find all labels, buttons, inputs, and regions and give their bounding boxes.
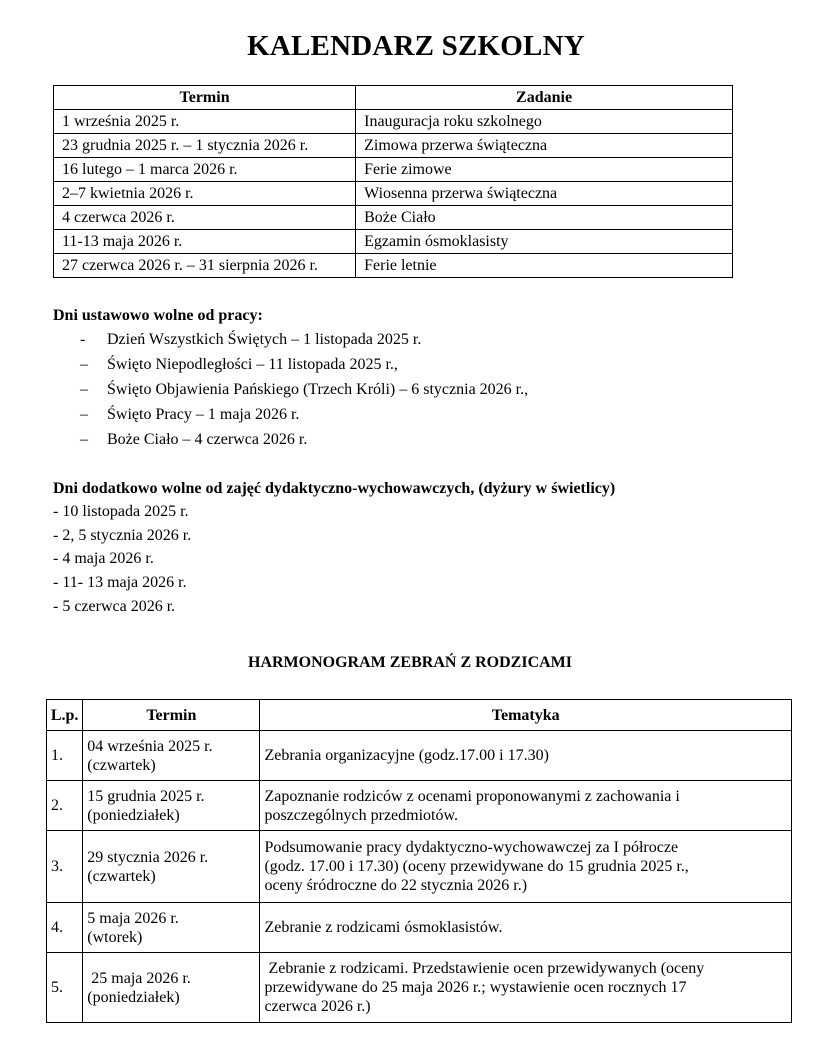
topic-cell — [260, 953, 792, 1023]
topic-cell — [260, 781, 792, 831]
meeting-date: 15 grudnia 2025 r. — [87, 787, 205, 805]
table-header-row — [47, 700, 792, 731]
table-row — [54, 110, 733, 134]
term-cell: 1 września 2025 r. — [54, 110, 356, 134]
table-row — [47, 731, 792, 781]
holiday-text: Boże Ciało – 4 czerwca 2026 r. — [107, 431, 308, 448]
school-calendar-table — [53, 85, 733, 278]
topic-line: oceny śródroczne do 22 stycznia 2026 r.) — [264, 877, 528, 894]
number-cell: 1. — [47, 731, 83, 781]
term-cell: 4 czerwca 2026 r. — [54, 206, 356, 230]
number-cell: 3. — [47, 831, 83, 903]
list-item — [80, 356, 398, 374]
list-dash: – — [80, 356, 88, 373]
table-row — [54, 254, 733, 278]
topic-line: Podsumowanie pracy dydaktyczno-wychowawczej za I półrocze — [264, 839, 679, 856]
number-cell: 4. — [47, 903, 83, 953]
task-cell: Zimowa przerwa świąteczna — [356, 134, 733, 158]
topic-line: Zebranie z rodzicami. Przedstawienie ocen przewidywanych (oceny — [264, 960, 705, 977]
meeting-date-text: 25 maja 2026 r. — [91, 969, 191, 987]
meeting-date: 5 maja 2026 r. — [87, 909, 179, 927]
table-row — [54, 230, 733, 254]
topic-line: Zapoznanie rodziców z ocenami proponowanymi z zachowania i — [264, 787, 680, 805]
meeting-weekday: (czwartek) — [87, 756, 156, 774]
list-item: - 5 czerwca 2026 r. — [53, 598, 176, 615]
table-row — [47, 903, 792, 953]
extra-days-heading: Dni dodatkowo wolne od zajęć dydaktyczno-wychowawczych, (dyżury w świetlicy) — [53, 480, 616, 497]
list-item — [80, 406, 299, 424]
meeting-weekday: (czwartek) — [87, 867, 156, 885]
date-cell — [83, 953, 260, 1023]
holiday-text: Święto Niepodległości – 11 listopada 2025 r., — [107, 356, 398, 373]
task-cell: Ferie zimowe — [356, 158, 733, 182]
list-item — [80, 331, 421, 349]
meetings-title: HARMONOGRAM ZEBRAŃ Z RODZICAMI — [248, 654, 572, 671]
table-row — [54, 206, 733, 230]
list-item: - 11- 13 maja 2026 r. — [53, 574, 187, 591]
number-cell: 2. — [47, 781, 83, 831]
column-header-task: Zadanie — [356, 86, 733, 110]
column-header-term: Termin — [54, 86, 356, 110]
list-dash: – — [80, 406, 88, 423]
date-cell — [83, 831, 260, 903]
task-cell: Ferie letnie — [356, 254, 733, 278]
date-cell — [83, 731, 260, 781]
table-header-row — [54, 86, 733, 110]
task-cell: Boże Ciało — [356, 206, 733, 230]
list-item: - 2, 5 stycznia 2026 r. — [53, 527, 192, 544]
list-item — [80, 381, 528, 399]
table-row — [54, 158, 733, 182]
term-cell: 2–7 kwietnia 2026 r. — [54, 182, 356, 206]
meeting-date: 04 września 2025 r. — [87, 737, 213, 755]
column-header-term: Termin — [83, 700, 260, 731]
column-header-topic: Tematyka — [260, 700, 792, 731]
holiday-text: Święto Pracy – 1 maja 2026 r. — [107, 406, 300, 423]
holiday-text: Dzień Wszystkich Świętych – 1 listopada 2025 r. — [107, 331, 422, 348]
table-row — [54, 182, 733, 206]
topic-cell — [260, 903, 792, 953]
term-cell: 11-13 maja 2026 r. — [54, 230, 356, 254]
topic-line: Zebrania organizacyjne (godz.17.00 i 17.30) — [264, 747, 549, 764]
list-dash: - — [80, 331, 86, 348]
holidays-heading: Dni ustawowo wolne od pracy: — [53, 307, 263, 324]
parent-meetings-table — [46, 699, 792, 1023]
table-row — [47, 831, 792, 903]
meeting-weekday: (poniedziałek) — [87, 988, 180, 1006]
topic-cell — [260, 731, 792, 781]
meeting-weekday: (poniedziałek) — [87, 806, 180, 824]
list-dash: – — [80, 431, 88, 448]
term-cell: 16 lutego – 1 marca 2026 r. — [54, 158, 356, 182]
task-cell: Wiosenna przerwa świąteczna — [356, 182, 733, 206]
meeting-weekday: (wtorek) — [87, 928, 143, 946]
date-cell — [83, 903, 260, 953]
term-cell: 23 grudnia 2025 r. – 1 stycznia 2026 r. — [54, 134, 356, 158]
topic-line: przewidywane do 25 maja 2026 r.; wystawienie ocen rocznych 17 — [264, 979, 687, 996]
holiday-text: Święto Objawienia Pańskiego (Trzech Króli) – 6 stycznia 2026 r., — [107, 381, 529, 398]
date-cell — [83, 781, 260, 831]
meeting-date: 29 stycznia 2026 r. — [87, 848, 209, 866]
column-header-number: L.p. — [47, 700, 83, 731]
topic-line: poszczególnych przedmiotów. — [264, 806, 458, 824]
list-dash: – — [80, 381, 88, 398]
table-row — [54, 134, 733, 158]
topic-line: czerwca 2026 r.) — [264, 998, 371, 1015]
table-row — [47, 953, 792, 1023]
meeting-date — [87, 969, 255, 988]
number-cell: 5. — [47, 953, 83, 1023]
task-cell: Egzamin ósmoklasisty — [356, 230, 733, 254]
topic-cell — [260, 831, 792, 903]
topic-line: Zebranie z rodzicami ósmoklasistów. — [264, 919, 503, 936]
document-title: KALENDARZ SZKOLNY — [247, 30, 585, 62]
topic-line: (godz. 17.00 i 17.30) (oceny przewidywane do 15 grudnia 2025 r., — [264, 858, 689, 875]
list-item — [80, 431, 307, 449]
term-cell: 27 czerwca 2026 r. – 31 sierpnia 2026 r. — [54, 254, 356, 278]
task-cell: Inauguracja roku szkolnego — [356, 110, 733, 134]
table-row — [47, 781, 792, 831]
list-item: - 10 listopada 2025 r. — [53, 503, 189, 520]
list-item: - 4 maja 2026 r. — [53, 550, 154, 567]
